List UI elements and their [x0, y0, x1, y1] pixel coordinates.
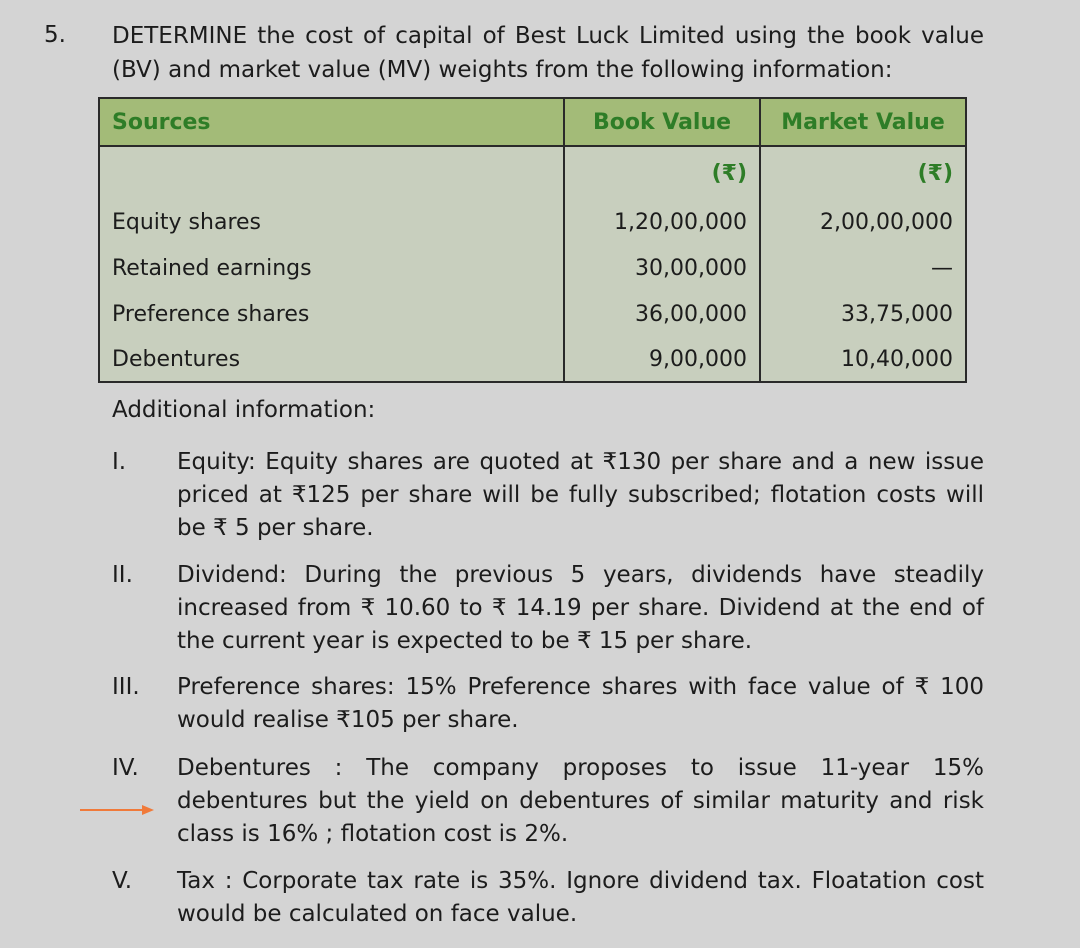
table-row — [99, 245, 966, 291]
row-market-value: — — [760, 245, 966, 291]
item-numeral: III. — [112, 674, 140, 700]
unit-book-value: (₹) — [564, 146, 760, 199]
item-text: Tax : Corporate tax rate is 35%. Ignore dividend tax. Floatation cost would be calculated on face value. — [177, 868, 984, 927]
header-market-value: Market Value — [760, 98, 966, 146]
header-sources: Sources — [99, 98, 564, 146]
additional-info-heading: Additional information: — [112, 397, 376, 423]
row-source: Retained earnings — [99, 245, 564, 291]
item-text: Debentures : The company proposes to issue 11-year 15% debentures but the yield on debentures of similar maturity and risk class is 16% ; flotation cost is 2%. — [177, 755, 984, 847]
item-numeral: IV. — [112, 755, 139, 781]
row-source: Debentures — [99, 337, 564, 382]
unit-market-value: (₹) — [760, 146, 966, 199]
table-row — [99, 291, 966, 337]
row-source: Preference shares — [99, 291, 564, 337]
question-text: DETERMINE the cost of capital of Best Luck Limited using the book value (BV) and market value (MV) weights from the following information: — [112, 23, 984, 83]
row-book-value: 1,20,00,000 — [564, 199, 760, 245]
info-item — [112, 671, 984, 737]
row-book-value: 36,00,000 — [564, 291, 760, 337]
sources-table — [98, 97, 967, 383]
table-header-row — [99, 98, 966, 146]
info-item — [112, 865, 984, 931]
item-numeral: I. — [112, 449, 127, 475]
row-market-value: 33,75,000 — [760, 291, 966, 337]
info-item — [112, 446, 984, 545]
item-numeral: II. — [112, 562, 133, 588]
item-text: Preference shares: 15% Preference shares with face value of ₹ 100 would realise ₹105 per share. — [177, 674, 984, 733]
row-book-value: 9,00,000 — [564, 337, 760, 382]
header-book-value: Book Value — [564, 98, 760, 146]
item-text: Dividend: During the previous 5 years, dividends have steadily increased from ₹ 10.60 to ₹ 14.19 per share. Dividend at the end of the current year is expected to be ₹ 15 per share. — [177, 562, 984, 654]
item-text: Equity: Equity shares are quoted at ₹130 per share and a new issue priced at ₹125 per share will be fully subscribed; flotation costs will be ₹ 5 per share. — [177, 449, 984, 541]
unit-blank-cell — [99, 146, 564, 199]
row-market-value: 10,40,000 — [760, 337, 966, 382]
info-item — [112, 559, 984, 658]
table-row — [99, 199, 966, 245]
table-row — [99, 337, 966, 382]
row-market-value: 2,00,00,000 — [760, 199, 966, 245]
arrow-right-icon — [80, 804, 154, 816]
info-item — [112, 752, 984, 851]
item-numeral: V. — [112, 868, 133, 894]
row-book-value: 30,00,000 — [564, 245, 760, 291]
row-source: Equity shares — [99, 199, 564, 245]
unit-row — [99, 146, 966, 199]
question-number: 5. — [44, 22, 66, 48]
